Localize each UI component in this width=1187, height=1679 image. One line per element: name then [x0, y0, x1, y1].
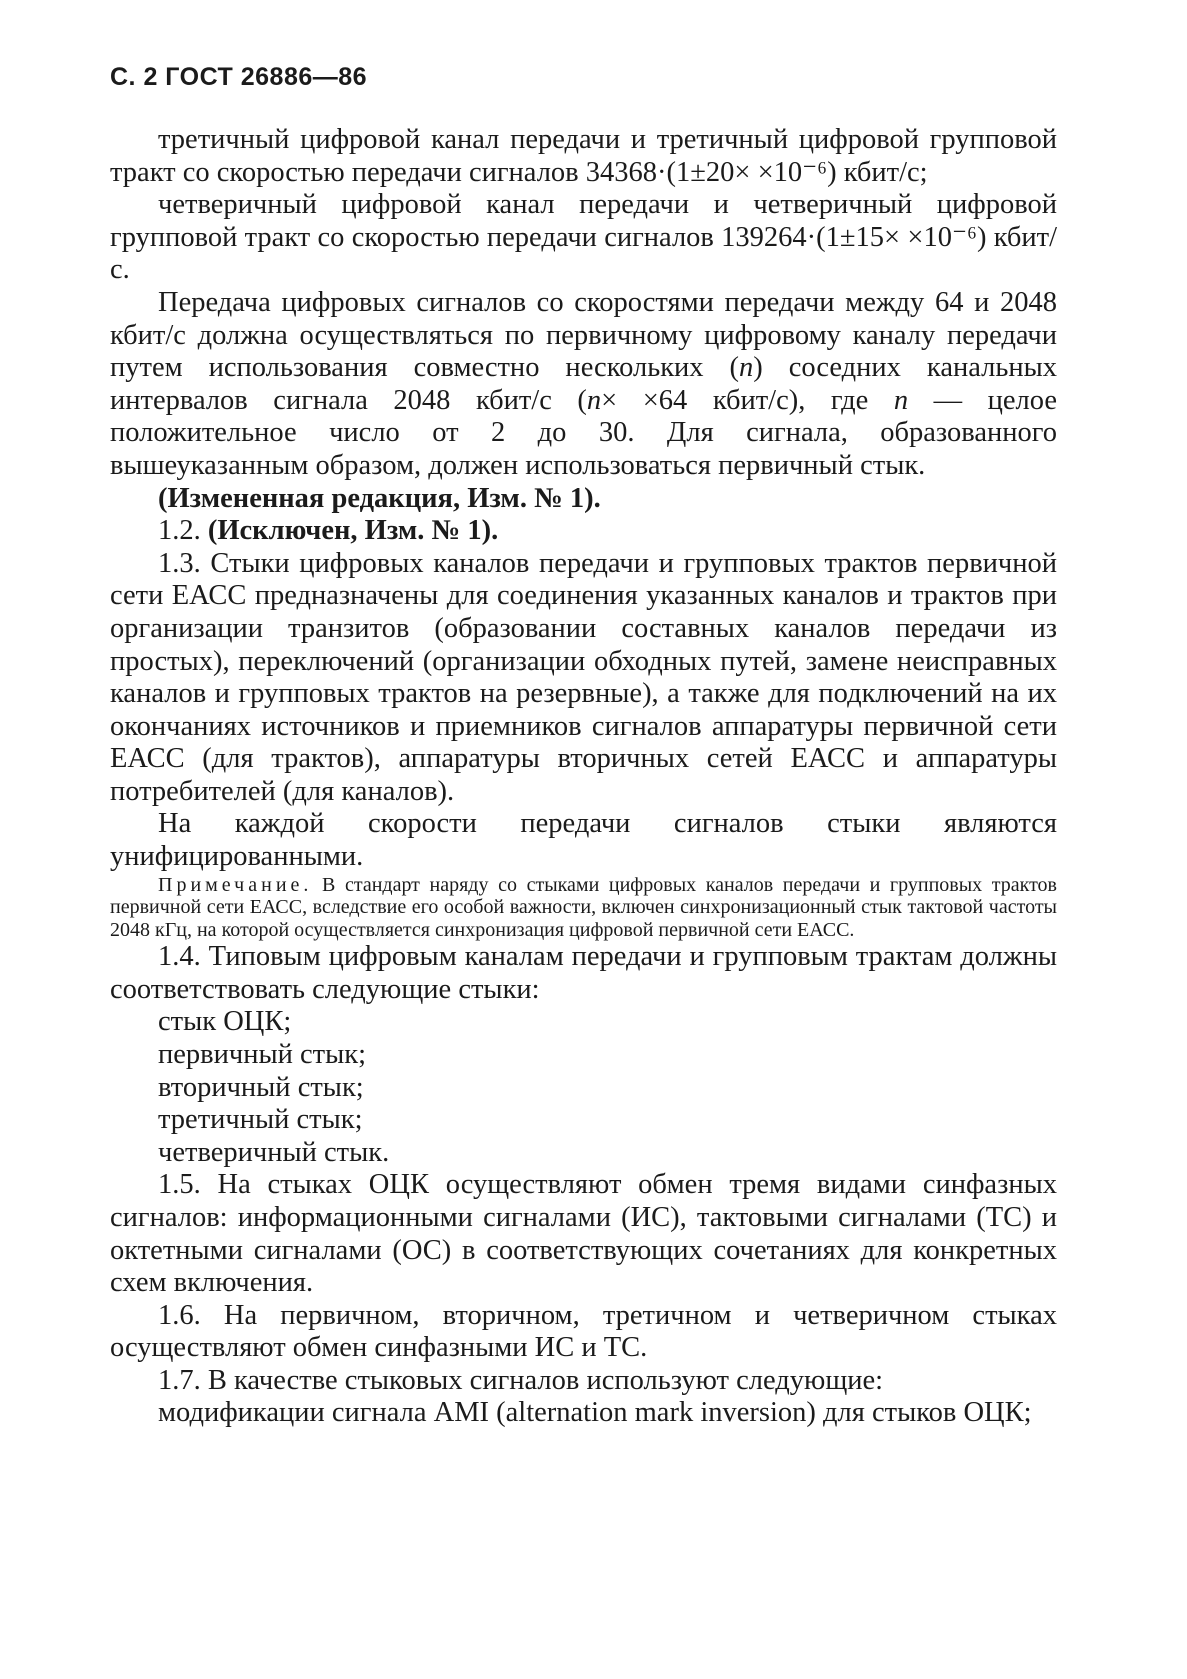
clause-1-4: 1.4. Типовым цифровым каналам передачи и групповым трактам должны соответствовать следующие стыки: [110, 941, 1057, 1005]
clause-1-5: 1.5. На стыках ОЦК осуществляют обмен тремя видами синфазных сигналов: информационными сигналами (ИС), тактовыми сигналами (ТС) и октетными сигналами (ОС) в соответствующих сочетаниях для конкретных схем включения. [110, 1169, 1057, 1299]
list-item: третичный стык; [158, 1104, 363, 1136]
note-lead: Примечание. [158, 873, 313, 896]
paragraph-digital-signal-transfer [110, 287, 1057, 483]
clause-1-7-item: модификации сигнала AMI (alternation mark inversion) для стыков ОЦК; [158, 1397, 1032, 1429]
document-page [110, 62, 1057, 1430]
clause-1-7: 1.7. В качестве стыковых сигналов используют следующие: [158, 1364, 884, 1396]
clause-1-3: 1.3. Стыки цифровых каналов передачи и групповых трактов первичной сети ЕАСС предназначены для соединения указанных каналов и трактов при организации транзитов (образовании составных каналов передачи из простых), переключений (организации обходных путей, замене неисправных каналов и групповых трактов на резервные), а также для подключений на их окончаниях источников и приемников сигналов аппаратуры первичной сети ЕАСС (для трактов), аппаратуры вторичных сетей ЕАСС и аппаратуры потребителей (для каналов). [110, 547, 1057, 807]
paragraph-quaternary-channel: четверичный цифровой канал передачи и четверичный цифровой групповой тракт со скоростью передачи сигналов 139264·(1±15× ×10⁻⁶) кбит/с. [110, 189, 1057, 286]
variable-n: n [893, 384, 909, 416]
note-text: В стандарт наряду со стыками цифровых каналов передачи и групповых трактов первичной сети ЕАСС, вследствие его особой важности, включен синхронизационный стык тактовой частоты 2048 кГц, на которой осуществляется синхронизация цифровой первичной сети ЕАСС. [110, 873, 1057, 941]
clause-number: 1.2. [158, 515, 208, 547]
text-segment: × ×64 кбит/с), где [601, 384, 894, 416]
amendment-note: (Измененная редакция, Изм. № 1). [158, 482, 601, 514]
note-block [110, 874, 1057, 942]
list-item: четверичный стык. [158, 1136, 390, 1168]
page-header: С. 2 ГОСТ 26886—86 [110, 63, 368, 91]
variable-n: n [739, 352, 754, 384]
text-segment: — целое положительное число от 2 до 30. Для сигнала, образованного вышеуказанным образом, должен использоваться первичный стык. [110, 384, 1057, 481]
clause-1-6: 1.6. На первичном, вторичном, третичном и четверичном стыках осуществляют обмен синфазными ИС и ТС. [110, 1299, 1057, 1364]
variable-n: n [586, 384, 602, 416]
list-item: первичный стык; [158, 1038, 366, 1070]
paragraph-tertiary-channel: третичный цифровой канал передачи и третичный цифровой групповой тракт со скоростью передачи сигналов 34368·(1±20× ×10⁻⁶) кбит/с; [110, 124, 1057, 188]
list-item: стык ОЦК; [158, 1006, 292, 1038]
clause-excluded: (Исключен, Изм. № 1). [207, 515, 499, 547]
paragraph-unified-interfaces: На каждой скорости передачи сигналов стыки являются унифицированными. [110, 808, 1057, 873]
text-segment: ) соседних канальных интервалов сигнала 2048 кбит/с ( [110, 352, 1057, 416]
clause-1-2 [110, 515, 1057, 548]
text-segment: Передача цифровых сигналов со скоростями передачи между 64 и 2048 кбит/с должна осуществляться по первичному цифровому каналу передачи путем использования совместно нескольких ( [110, 286, 1057, 384]
document-body [110, 124, 1057, 1430]
list-item: вторичный стык; [158, 1071, 364, 1103]
